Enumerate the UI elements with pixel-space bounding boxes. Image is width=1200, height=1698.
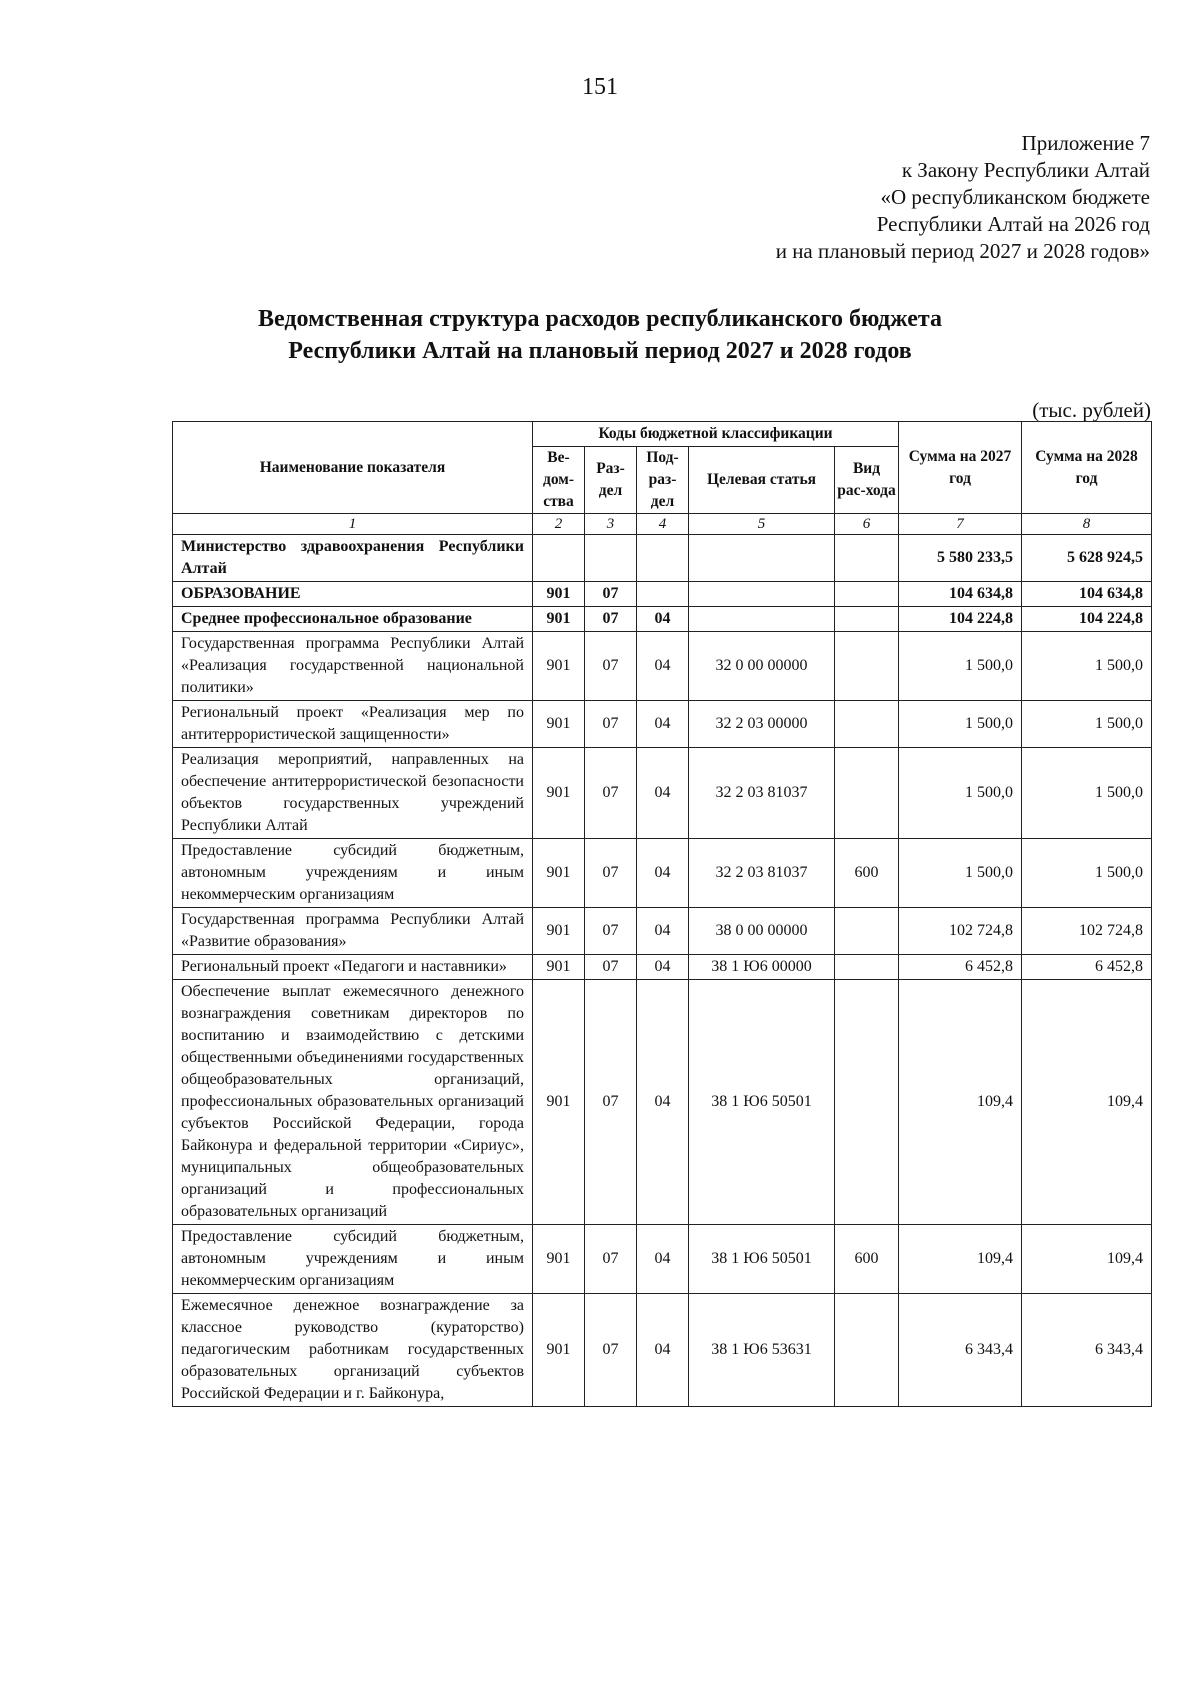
row-sum-2027: 109,4 <box>899 1225 1022 1294</box>
row-name: Среднее профессиональное образование <box>173 607 533 632</box>
row-name: Реализация мероприятий, направленных на обеспечение антитеррористической безопасности объектов государственных учреждений Республики Алтай <box>173 748 533 839</box>
row-sum-2028: 102 724,8 <box>1022 908 1152 955</box>
row-sum-2027: 1 500,0 <box>899 632 1022 701</box>
row-name: Обеспечение выплат ежемесячного денежного вознаграждения советникам директоров по воспитанию и взаимодействию с детскими общественными объединениями государственных общеобразовательных организаций, профессиональных образовательных организаций субъектов Российской Федерации, города Байконура и федеральной территории «Сириус», муниципальных общеобразовательных организаций и профессиональных образовательных организаций <box>173 980 533 1225</box>
row-section: 07 <box>585 701 637 748</box>
row-dept: 901 <box>533 632 585 701</box>
header-sum-2028: Сумма на 2028 год <box>1022 422 1152 514</box>
row-name: Ежемесячное денежное вознаграждение за классное руководство (кураторство) педагогическим работникам государственных образовательных организаций субъектов Российской Федерации и г. Байконура, <box>173 1294 533 1407</box>
row-section: 07 <box>585 839 637 908</box>
header-codes-group: Коды бюджетной классификации <box>533 422 899 447</box>
header-section: Раз-дел <box>585 447 637 514</box>
row-exp-type: 600 <box>835 839 899 908</box>
row-target <box>689 535 835 582</box>
column-number: 6 <box>835 514 899 535</box>
table-body <box>173 535 1152 1407</box>
appendix-note <box>776 130 1150 265</box>
row-subsection: 04 <box>637 607 689 632</box>
row-dept: 901 <box>533 1294 585 1407</box>
row-subsection: 04 <box>637 748 689 839</box>
row-exp-type <box>835 701 899 748</box>
table-row <box>173 980 1152 1225</box>
page-number: 151 <box>582 74 618 100</box>
row-sum-2028: 104 224,8 <box>1022 607 1152 632</box>
column-number: 2 <box>533 514 585 535</box>
row-subsection: 04 <box>637 908 689 955</box>
header-name: Наименование показателя <box>173 422 533 514</box>
row-exp-type <box>835 908 899 955</box>
row-name: Региональный проект «Педагоги и наставники» <box>173 955 533 980</box>
column-number: 5 <box>689 514 835 535</box>
row-target: 32 0 00 00000 <box>689 632 835 701</box>
row-name: Государственная программа Республики Алтай «Развитие образования» <box>173 908 533 955</box>
row-name: Предоставление субсидий бюджетным, автономным учреждениям и иным некоммерческим организациям <box>173 839 533 908</box>
row-name: Региональный проект «Реализация мер по антитеррористической защищенности» <box>173 701 533 748</box>
row-section: 07 <box>585 582 637 607</box>
table-row <box>173 955 1152 980</box>
row-dept: 901 <box>533 980 585 1225</box>
column-number-row <box>173 514 1152 535</box>
table-row <box>173 535 1152 582</box>
appendix-line: «О республиканском бюджете <box>880 185 1150 209</box>
row-sum-2028: 5 628 924,5 <box>1022 535 1152 582</box>
row-section: 07 <box>585 908 637 955</box>
row-subsection: 04 <box>637 701 689 748</box>
row-sum-2027: 1 500,0 <box>899 839 1022 908</box>
row-name: ОБРАЗОВАНИЕ <box>173 582 533 607</box>
row-exp-type <box>835 632 899 701</box>
row-target: 32 2 03 81037 <box>689 839 835 908</box>
row-sum-2027: 5 580 233,5 <box>899 535 1022 582</box>
row-target: 38 1 Ю6 50501 <box>689 1225 835 1294</box>
row-dept: 901 <box>533 955 585 980</box>
row-exp-type <box>835 955 899 980</box>
document-title <box>0 303 1200 367</box>
row-dept: 901 <box>533 701 585 748</box>
appendix-line: к Закону Республики Алтай <box>901 158 1150 182</box>
row-dept: 901 <box>533 582 585 607</box>
row-section: 07 <box>585 980 637 1225</box>
table-row <box>173 908 1152 955</box>
header-sum-2027: Сумма на 2027 год <box>899 422 1022 514</box>
row-target: 38 1 Ю6 00000 <box>689 955 835 980</box>
budget-table <box>172 421 1152 1407</box>
row-name: Министерство здравоохранения Республики Алтай <box>173 535 533 582</box>
header-subsection: Под-раз-дел <box>637 447 689 514</box>
column-number: 7 <box>899 514 1022 535</box>
row-section: 07 <box>585 1225 637 1294</box>
row-sum-2028: 1 500,0 <box>1022 701 1152 748</box>
row-sum-2027: 109,4 <box>899 980 1022 1225</box>
row-exp-type <box>835 607 899 632</box>
row-target: 32 2 03 00000 <box>689 701 835 748</box>
row-dept: 901 <box>533 1225 585 1294</box>
row-dept: 901 <box>533 839 585 908</box>
row-subsection: 04 <box>637 1225 689 1294</box>
row-sum-2027: 102 724,8 <box>899 908 1022 955</box>
row-exp-type: 600 <box>835 1225 899 1294</box>
row-sum-2028: 1 500,0 <box>1022 748 1152 839</box>
header-exp-type: Вид рас-хода <box>835 447 899 514</box>
row-exp-type <box>835 980 899 1225</box>
table-row <box>173 748 1152 839</box>
row-subsection <box>637 535 689 582</box>
row-subsection <box>637 582 689 607</box>
unit-label: (тыс. рублей) <box>1032 398 1151 422</box>
table-row <box>173 701 1152 748</box>
header-target: Целевая статья <box>689 447 835 514</box>
header-dept: Ве-дом-ства <box>533 447 585 514</box>
row-subsection: 04 <box>637 1294 689 1407</box>
row-sum-2027: 104 634,8 <box>899 582 1022 607</box>
row-target: 32 2 03 81037 <box>689 748 835 839</box>
row-subsection: 04 <box>637 980 689 1225</box>
row-sum-2028: 104 634,8 <box>1022 582 1152 607</box>
row-section <box>585 535 637 582</box>
row-target: 38 0 00 00000 <box>689 908 835 955</box>
table-row <box>173 1225 1152 1294</box>
row-dept: 901 <box>533 908 585 955</box>
row-exp-type <box>835 748 899 839</box>
appendix-line: Приложение 7 <box>1021 131 1150 155</box>
row-exp-type <box>835 1294 899 1407</box>
row-section: 07 <box>585 632 637 701</box>
row-sum-2028: 6 452,8 <box>1022 955 1152 980</box>
column-number: 3 <box>585 514 637 535</box>
row-target <box>689 607 835 632</box>
row-name: Предоставление субсидий бюджетным, автономным учреждениям и иным некоммерческим организациям <box>173 1225 533 1294</box>
title-line: Ведомственная структура расходов республиканского бюджета <box>258 306 942 332</box>
table-row <box>173 582 1152 607</box>
row-section: 07 <box>585 955 637 980</box>
row-target <box>689 582 835 607</box>
row-subsection: 04 <box>637 955 689 980</box>
row-dept <box>533 535 585 582</box>
row-name: Государственная программа Республики Алтай «Реализация государственной национальной политики» <box>173 632 533 701</box>
table-row <box>173 839 1152 908</box>
column-number: 8 <box>1022 514 1152 535</box>
row-sum-2027: 6 452,8 <box>899 955 1022 980</box>
row-target: 38 1 Ю6 53631 <box>689 1294 835 1407</box>
row-exp-type <box>835 582 899 607</box>
row-sum-2027: 104 224,8 <box>899 607 1022 632</box>
row-sum-2028: 109,4 <box>1022 1225 1152 1294</box>
row-sum-2028: 6 343,4 <box>1022 1294 1152 1407</box>
appendix-line: Республики Алтай на 2026 год <box>876 212 1150 236</box>
row-section: 07 <box>585 607 637 632</box>
column-number: 4 <box>637 514 689 535</box>
table-row <box>173 632 1152 701</box>
row-dept: 901 <box>533 607 585 632</box>
row-sum-2027: 1 500,0 <box>899 701 1022 748</box>
row-section: 07 <box>585 748 637 839</box>
row-sum-2027: 6 343,4 <box>899 1294 1022 1407</box>
row-sum-2027: 1 500,0 <box>899 748 1022 839</box>
row-dept: 901 <box>533 748 585 839</box>
row-subsection: 04 <box>637 632 689 701</box>
row-sum-2028: 1 500,0 <box>1022 632 1152 701</box>
row-sum-2028: 109,4 <box>1022 980 1152 1225</box>
row-section: 07 <box>585 1294 637 1407</box>
appendix-line: и на плановый период 2027 и 2028 годов» <box>775 239 1150 263</box>
row-target: 38 1 Ю6 50501 <box>689 980 835 1225</box>
row-sum-2028: 1 500,0 <box>1022 839 1152 908</box>
row-subsection: 04 <box>637 839 689 908</box>
column-number: 1 <box>173 514 533 535</box>
title-line: Республики Алтай на плановый период 2027 и 2028 годов <box>288 338 912 364</box>
row-exp-type <box>835 535 899 582</box>
table-row <box>173 1294 1152 1407</box>
table-row <box>173 607 1152 632</box>
